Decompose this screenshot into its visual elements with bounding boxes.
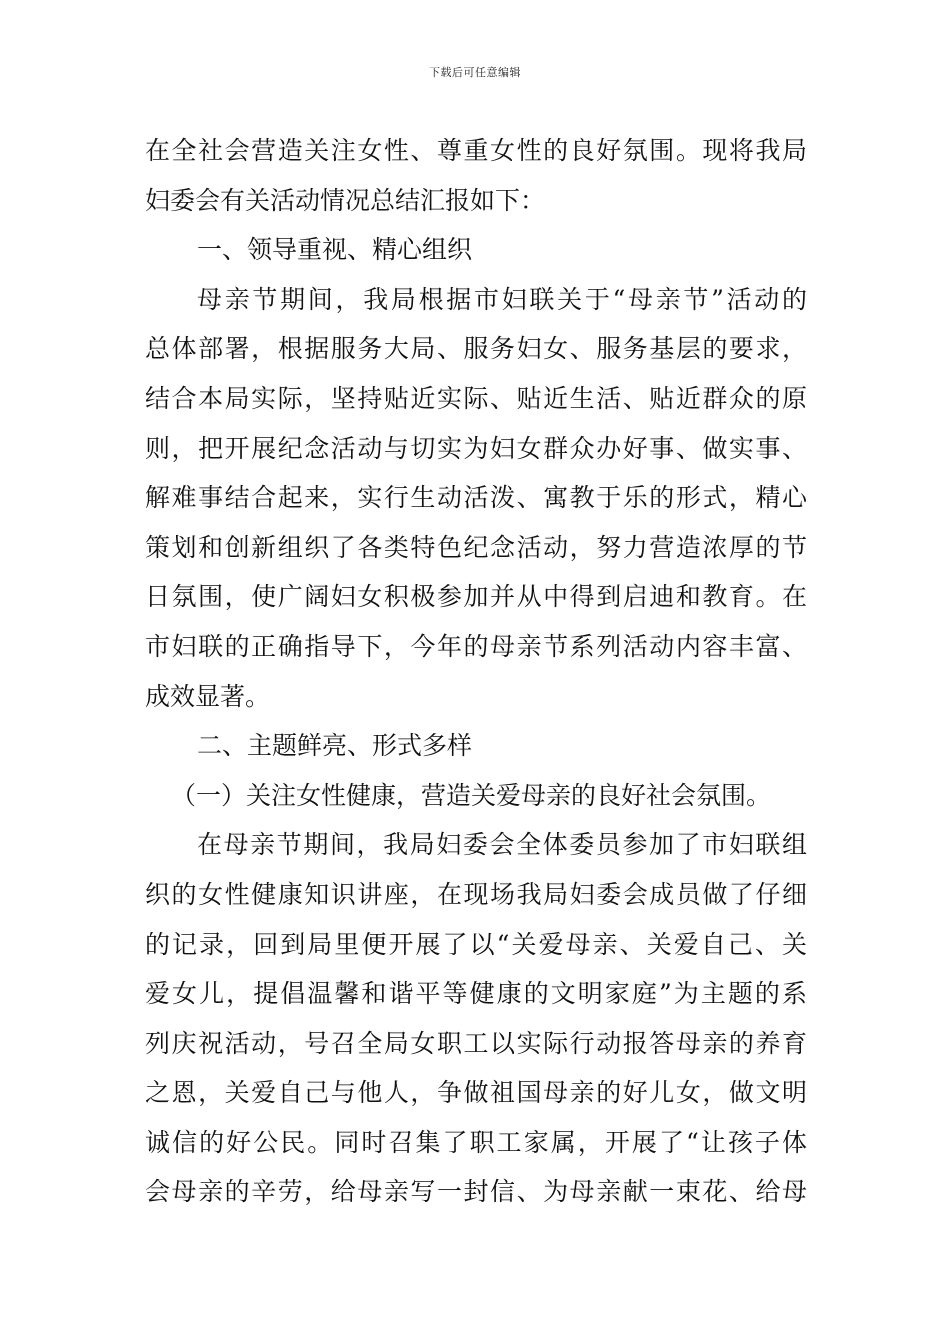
text-line: 列庆祝活动，号召全局女职工以实际行动报答母亲的养育 [145,1028,807,1058]
text-line: 之恩，关爱自己与他人，争做祖国母亲的好儿女，做文明 [145,1078,807,1108]
text-line: 诚信的好公民。同时召集了职工家属，开展了“让孩子体 [145,1127,807,1157]
text-line: 成效显著。 [145,681,271,711]
subsection-heading: （一）关注女性健康，营造关爱母亲的良好社会氛围。 [171,780,772,810]
text-line: 总体部署，根据服务大局、服务妇女、服务基层的要求， [145,334,807,364]
text-line: 在全社会营造关注女性、尊重女性的良好氛围。现将我局 [145,136,807,165]
text-line: 市妇联的正确指导下，今年的母亲节系列活动内容丰富、 [145,631,807,661]
header-note: 下载后可任意编辑 [429,66,521,79]
text-line: 妇委会有关活动情况总结汇报如下： [145,185,546,215]
section-heading: 二、主题鲜亮、形式多样 [197,731,473,761]
document-body [145,126,807,1217]
text-line: 在母亲节期间，我局妇委会全体委员参加了市妇联组 [197,830,807,860]
text-line: 则，把开展纪念活动与切实为妇女群众办好事、做实事、 [145,433,807,463]
text-line: 策划和创新组织了各类特色纪念活动，努力营造浓厚的节 [145,532,807,562]
text-line: 的记录，回到局里便开展了以“关爱母亲、关爱自己、关 [145,929,807,959]
text-line: 会母亲的辛劳，给母亲写一封信、为母亲献一束花、给母 [145,1177,807,1207]
text-line: 爱女儿，提倡温馨和谐平等健康的文明家庭”为主题的系 [145,979,807,1009]
text-line: 织的女性健康知识讲座，在现场我局妇委会成员做了仔细 [145,879,807,909]
text-line: 结合本局实际，坚持贴近实际、贴近生活、贴近群众的原 [145,383,807,413]
text-line: 解难事结合起来，实行生动活泼、寓教于乐的形式，精心 [145,483,807,513]
text-line: 母亲节期间，我局根据市妇联关于“母亲节”活动的 [197,284,807,314]
text-line: 日氛围，使广阔妇女积极参加并从中得到启迪和教育。在 [145,582,807,612]
section-heading: 一、领导重视、精心组织 [197,235,473,265]
